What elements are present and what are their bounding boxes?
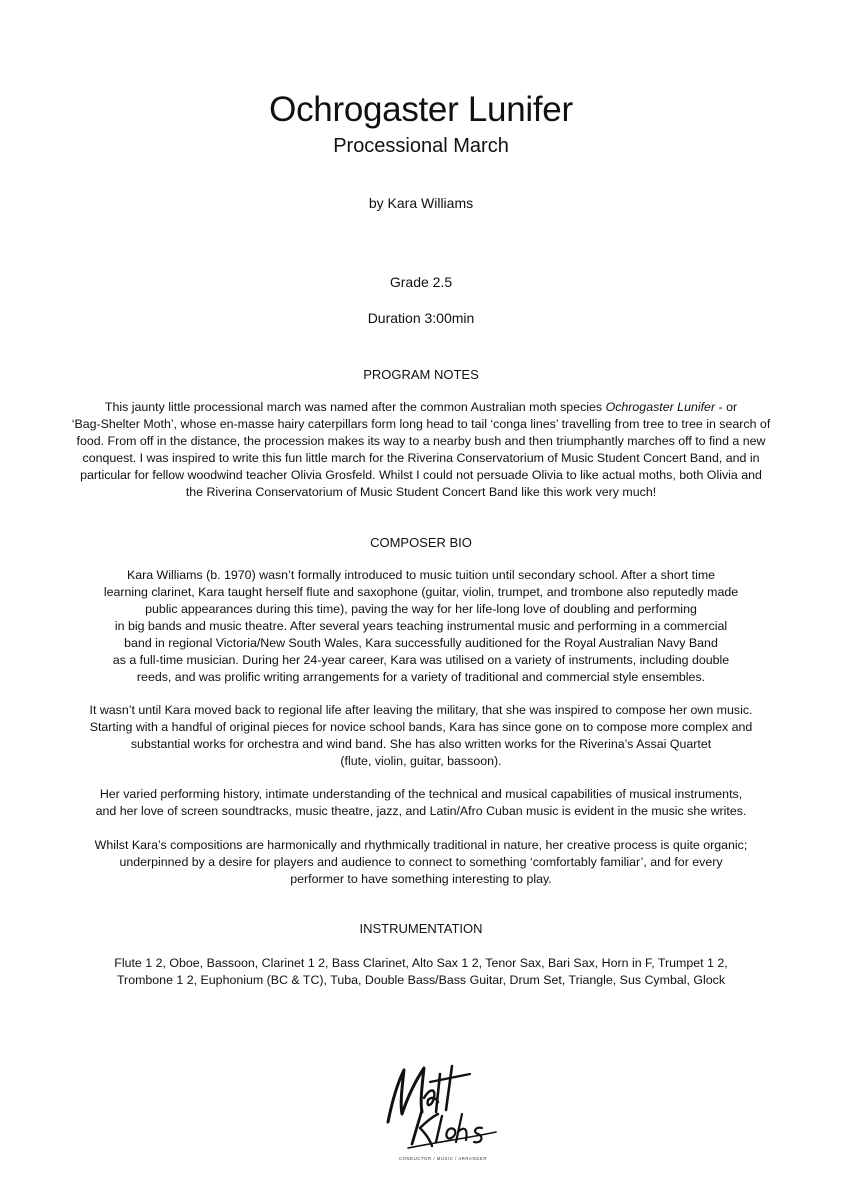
logo-tagline: CONDUCTOR / MUSIC / ARRANGER <box>399 1156 487 1161</box>
program-notes-line: ‘Bag-Shelter Moth’, whose en-masse hairy caterpillars form long head to tail ‘conga lines’ travelling from tree to tree in search of <box>71 417 771 431</box>
bio-line: Her varied performing history, intimate understanding of the technical and musical capabilities of musical instruments, <box>99 787 743 801</box>
bio-line: reeds, and was prolific writing arrangements for a variety of traditional and commercial style ensembles. <box>136 670 706 684</box>
instrumentation-line: Trombone 1 2, Euphonium (BC & TC), Tuba, Double Bass/Bass Guitar, Drum Set, Triangle, Sus Cymbal, Glock <box>116 973 726 987</box>
bio-line: public appearances during this time), paving the way for her life-long love of doubling and performing <box>145 602 697 616</box>
bio-line: (flute, violin, guitar, bassoon). <box>340 754 502 768</box>
program-notes-line: food. From off in the distance, the procession makes its way to a nearby bush and then triumphantly marches off to find a new <box>76 434 766 448</box>
instrumentation-text <box>0 955 842 989</box>
instrumentation-heading: INSTRUMENTATION <box>359 921 483 936</box>
duration-label: Duration 3:00min <box>367 310 475 326</box>
program-notes-heading: PROGRAM NOTES <box>363 367 479 382</box>
piece-title: Ochrogaster Lunifer <box>269 90 573 129</box>
program-notes-line: particular for fellow woodwind teacher Olivia Grosfeld. Whilst I could not persuade Olivia to like actual moths, both Olivia and <box>80 468 762 482</box>
bio-line: Whilst Kara’s compositions are harmonically and rhythmically traditional in nature, her creative process is quite organic; <box>94 838 748 852</box>
program-notes-line: the Riverina Conservatorium of Music Student Concert Band like this work very much! <box>185 485 657 499</box>
bio-paragraph-2 <box>0 702 842 770</box>
bio-line: and her love of screen soundtracks, music theatre, jazz, and Latin/Afro Cuban music is evident in the music she writes. <box>95 804 747 818</box>
bio-paragraph-1 <box>0 567 842 686</box>
bio-line: band in regional Victoria/New South Wales, Kara successfully auditioned for the Royal Australian Navy Band <box>124 636 718 650</box>
grade-label: Grade 2.5 <box>389 274 453 290</box>
bio-line: Starting with a handful of original pieces for novice school bands, Kara has since gone on to compose more complex and <box>89 720 753 734</box>
signature-logo-icon <box>378 1052 508 1164</box>
piece-subtitle: Processional March <box>333 135 509 157</box>
bio-paragraph-3 <box>0 786 842 820</box>
bio-line: Kara Williams (b. 1970) wasn’t formally introduced to music tuition until secondary school. After a short time <box>126 568 716 582</box>
composer-line: by Kara Williams <box>368 195 474 211</box>
bio-line: performer to have something interesting to play. <box>290 872 552 886</box>
program-notes-text <box>21 399 821 501</box>
bio-line: underpinned by a desire for players and audience to connect to something ‘comfortably familiar’, and for every <box>119 855 723 869</box>
bio-paragraph-4 <box>0 837 842 888</box>
bio-line: as a full-time musician. During her 24-year career, Kara was utilised on a variety of instruments, including double <box>112 653 730 667</box>
program-notes-line: conquest. I was inspired to write this fun little march for the Riverina Conservatorium of Music Student Concert Band, and in <box>82 451 760 465</box>
composer-bio-heading: COMPOSER BIO <box>370 535 472 550</box>
species-name: Ochrogaster Lunifer <box>605 400 716 414</box>
program-notes-line: This jaunty little processional march was named after the common Australian moth species Ochrogaster Lunifer - or <box>104 400 738 414</box>
instrumentation-line: Flute 1 2, Oboe, Bassoon, Clarinet 1 2, Bass Clarinet, Alto Sax 1 2, Tenor Sax, Bari Sax, Horn in F, Trumpet 1 2, <box>114 956 728 970</box>
bio-line: substantial works for orchestra and wind band. She has also written works for the Riverina’s Assai Quartet <box>130 737 712 751</box>
bio-line: learning clarinet, Kara taught herself flute and saxophone (guitar, violin, trumpet, and trombone also reputedly made <box>103 585 739 599</box>
bio-line: It wasn’t until Kara moved back to regional life after leaving the military, that she was inspired to compose her own music. <box>89 703 753 717</box>
bio-line: in big bands and music theatre. After several years teaching instrumental music and performing in a commercial <box>114 619 728 633</box>
